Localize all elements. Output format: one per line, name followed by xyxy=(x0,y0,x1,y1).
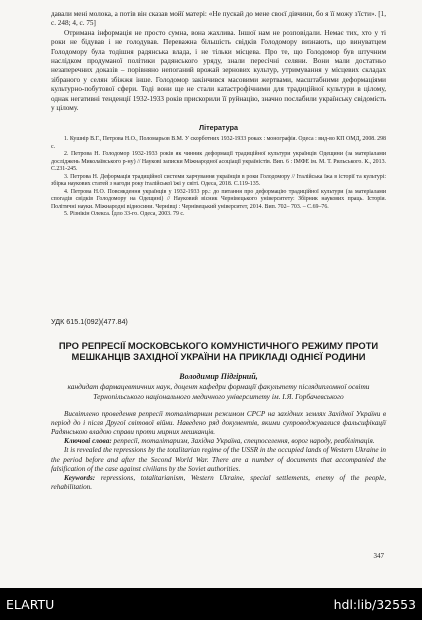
reference-list xyxy=(51,136,386,219)
keywords-label: Keywords: xyxy=(64,473,96,482)
reference-item: 4. Петрова Н.О. Повсякдення українців у 1932-1933 рр.: до питання про деформацію традиційної культури (за матеріалами спогадів свідків Голодомору на Одещині) // Науковий вісник Чернівецького університету: Збірник наукових праць. Історія. Політичні науки. Міжнародні відносини. Чернівці : Чернівецький університет, 2014. Вип. 702– 703. – С.69–76. xyxy=(51,188,386,210)
repository-footer xyxy=(0,588,422,620)
article-title: ПРО РЕПРЕСІЇ МОСКОВСЬКОГО КОМУНІСТИЧНОГО РЕЖИМУ ПРОТИ МЕШКАНЦІВ ЗАХІДНОЇ УКРАЇНИ НА ПРИКЛАДІ ОДНІЄЇ РОДИНИ xyxy=(58,339,379,363)
udk-code: УДК 615.1(092)(477.84) xyxy=(51,316,128,326)
keywords-text: репресії, тоталітаризм, Західна Україна, спецпоселення, ворог народу, реабілітація. xyxy=(111,437,375,446)
literature-title: Література xyxy=(199,123,238,133)
paragraph-continuation: давали мені молока, а потів він сказав мойї матері: «Не пускай до мене своєї дівчини, бо я її можу з'їсти». [1, с. 248; 4, с. 75] xyxy=(51,10,386,28)
reference-item: 5. Різнікін Олекса. Їдло 33-го. Одеса, 2003. 79 с. xyxy=(64,211,185,218)
page-number: 347 xyxy=(373,552,384,560)
keywords-label: Ключові слова: xyxy=(64,437,112,446)
handle-link[interactable]: hdl:lib/32553 xyxy=(333,597,416,612)
reference-item: 2. Петрова Н. Голодомор 1932-1933 років як чинник деформації традиційної культури українців Одещини (за матеріалами досліджень Миколаївського р-ну) // Наукові записки Міжнародної асоціації україністів. Вип. 6 : ІМФЕ ім. М. Т. Рильського. К., 2013. С.231-245. xyxy=(51,151,386,173)
author-name: Володимир Підгірний, xyxy=(179,372,258,382)
keywords-ukrainian xyxy=(51,437,386,446)
abstract-english: It is revealed the repressions by the totalitarian regime of the USSR in the occupied lands of Western Ukraine in the period before and after the Second World War. There are a number of documents that accompanied the falsification of the case against civilians by the Soviet authorities. xyxy=(51,446,386,473)
reference-item: 3. Петрова Н. Деформація традиційної системи харчування українців в роки Голодомору // Італійська їжа в історії та культурі: збірка наукових статей з нагоди року італійської їжі у світі. Одеса, 2018. С.119-135. xyxy=(51,173,386,188)
abstract-ukrainian: Висвітлено проведення репресії тоталітарним режимом СРСР на західних землях Західної України в період до і після Другої світової війни. Наведено ряд документів, якими супроводжувалися фальсифікації Радянською владою справи проти мирних мешканців. xyxy=(51,409,386,436)
keywords-english xyxy=(51,474,386,492)
repository-name: ELARTU xyxy=(6,597,55,612)
reference-item: 1. Кушнір В.Г., Петрова Н.О., Поломарьов В.М. У скорботних 1932-1933 роках : монографія. Одеса : вид-во КП ОМД, 2008. 298 с. xyxy=(51,136,386,150)
author-affiliation: кандидат фармацевтичних наук, доцент кафедри формації факультету післядипломної освіти Тернопільського національного медичного університету ім. І.Я. Горбачевського xyxy=(67,382,370,401)
paragraph-conclusion: Отримана інформація не просто сумна, вона жахлива. Іншої нам не розповідали. Немає тих, хто у ті роки не бідував і не голодував. Переважна більшість свідків Голодомору визнають, що винуватцем Голодомору була тодішня радянська влада, і не тільки місцева. Про те, що Голодомор був штучним наслідком продуманої політики радянського уряду, знали пересічні селяни. Вони мали достатньо незаперечних доказів – порівняно непоганий врожай зернових культур, утримування у місцевих складах зібраного у селян збіжжя інше. Голодомор закінчився масовими жертвами, масштабними деформаціями культурно-побутової сфери. Тоді вони ще не стали катастрофічними для традиційної культури в цілому, однак негативні тенденції 1932-1933 років прискорили її руйнацію, значно послабили українську свідомість у цілому. xyxy=(51,28,386,113)
keywords-text: repressions, totalitarianism, Western Ukraine, special settlements, enemy of the people, rehabilitation. xyxy=(51,473,386,492)
